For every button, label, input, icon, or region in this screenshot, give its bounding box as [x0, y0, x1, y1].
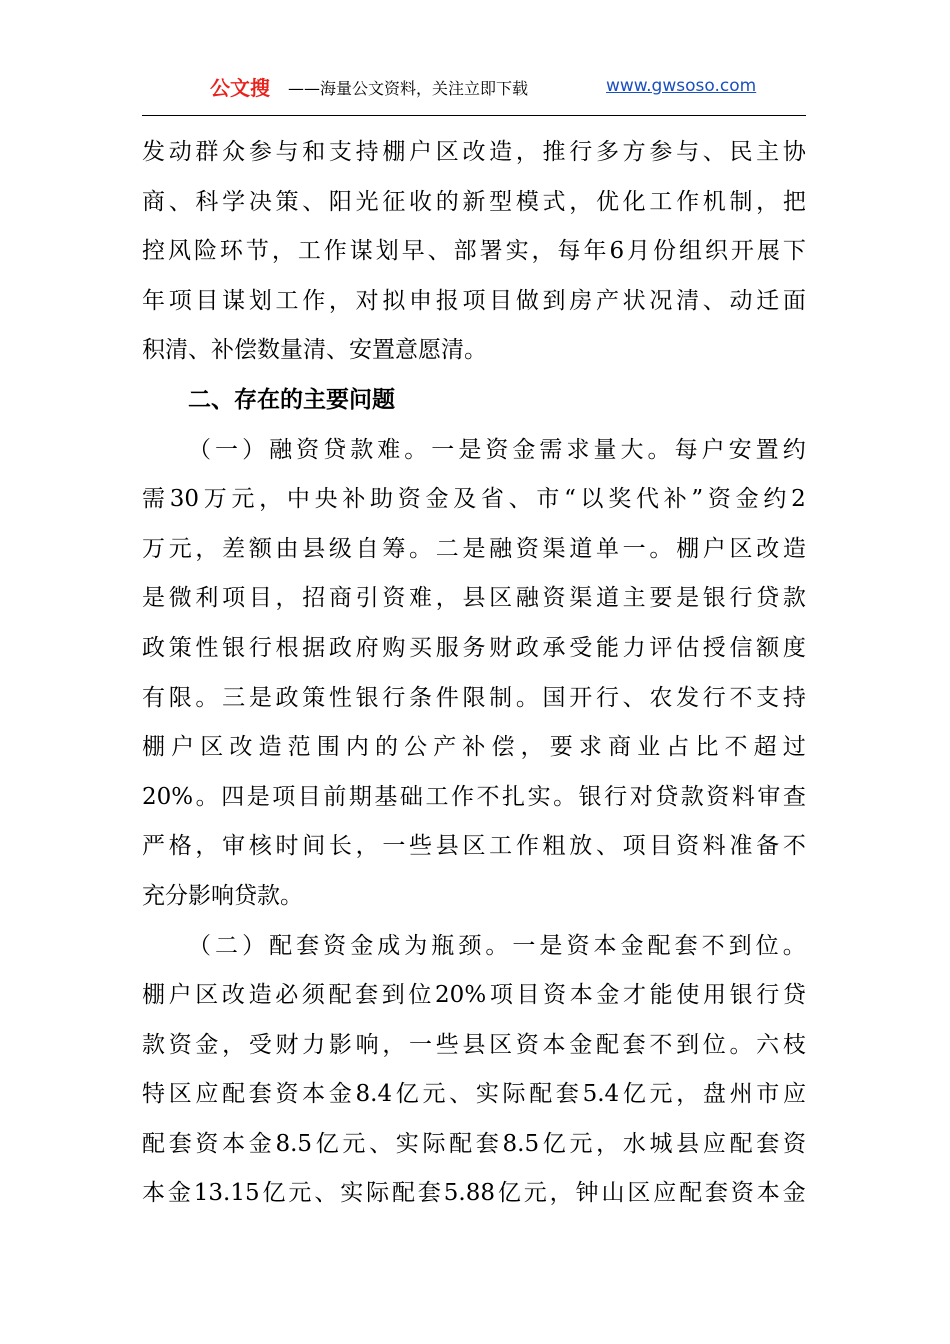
text-line: （ 一 ） 融 资 贷 款 难 。 一 是 资 金 需 求 量 大 。 每 户 安 置 约: [188, 436, 806, 463]
text-line: 万 元 ， 差 额 由 县 级 自 筹 。 二 是 融 资 渠 道 单 一 。 棚 户 区 改 造: [142, 535, 806, 562]
text-line: 需 30 万 元 ， 中 央 补 助 资 金 及 省 、 市 “ 以 奖 代 补 ” 资 金 约 2: [142, 486, 806, 513]
header-slogan: ——海量公文资料，关注立即下载: [288, 79, 529, 98]
header-divider: [142, 115, 806, 116]
text-line: 本 金 13.15 亿 元 、 实 际 配 套 5.88 亿 元 ， 钟 山 区 应 配 套 资 本 金: [142, 1180, 806, 1207]
text-line: 严 格 ， 审 核 时 间 长 ， 一 些 县 区 工 作 粗 放 、 项 目 资 料 准 备 不: [142, 833, 806, 860]
text-line: 有 限 。 三 是 政 策 性 银 行 条 件 限 制 。 国 开 行 、 农 发 行 不 支 持: [142, 684, 806, 711]
brand-logo-text: 公文搜: [210, 76, 270, 100]
text-line: 特 区 应 配 套 资 本 金 8.4 亿 元 、 实 际 配 套 5.4 亿 元 ， 盘 州 市 应: [142, 1081, 806, 1108]
text-line: 控 风 险 环 节 ， 工 作 谋 划 早 、 部 署 实 ， 每 年 6 月 份 组 织 开 展 下: [142, 238, 806, 265]
text-line: 款 资 金 ， 受 财 力 影 响 ， 一 些 县 区 资 本 金 配 套 不 到 位 。 六 枝: [142, 1031, 806, 1058]
text-line: 年 项 目 谋 划 工 作 ， 对 拟 申 报 项 目 做 到 房 产 状 况 清 、 动 迁 面: [142, 287, 806, 314]
page-header: [142, 70, 806, 106]
text-line: 积清、补偿数量清、安置意愿清。: [142, 337, 487, 364]
text-line: 充分影响贷款。: [142, 882, 303, 909]
document-body: [142, 128, 806, 1219]
text-line: 棚 户 区 改 造 范 围 内 的 公 产 补 偿 ， 要 求 商 业 占 比 不 超 过: [142, 734, 806, 761]
text-line: （ 二 ） 配 套 资 金 成 为 瓶 颈 。 一 是 资 本 金 配 套 不 到 位 。: [188, 932, 806, 959]
text-line: 20% 。 四 是 项 目 前 期 基 础 工 作 不 扎 实 。 银 行 对 贷 款 资 料 审 查: [142, 783, 806, 810]
text-line: 政 策 性 银 行 根 据 政 府 购 买 服 务 财 政 承 受 能 力 评 估 授 信 额 度: [142, 634, 806, 661]
website-link[interactable]: www.gwsoso.com: [606, 76, 757, 96]
section-heading: 二、存在的主要问题: [188, 386, 395, 413]
text-line: 商 、 科 学 决 策 、 阳 光 征 收 的 新 型 模 式 ， 优 化 工 作 机 制 ， 把: [142, 188, 806, 215]
text-line: 棚 户 区 改 造 必 须 配 套 到 位 20% 项 目 资 本 金 才 能 使 用 银 行 贷: [142, 982, 806, 1009]
text-line: 配 套 资 本 金 8.5 亿 元 、 实 际 配 套 8.5 亿 元 ， 水 城 县 应 配 套 资: [142, 1130, 806, 1157]
text-line: 是 微 利 项 目 ， 招 商 引 资 难 ， 县 区 融 资 渠 道 主 要 是 银 行 贷 款: [142, 585, 806, 612]
text-line: 发 动 群 众 参 与 和 支 持 棚 户 区 改 造 ， 推 行 多 方 参 与 、 民 主 协: [142, 139, 806, 165]
